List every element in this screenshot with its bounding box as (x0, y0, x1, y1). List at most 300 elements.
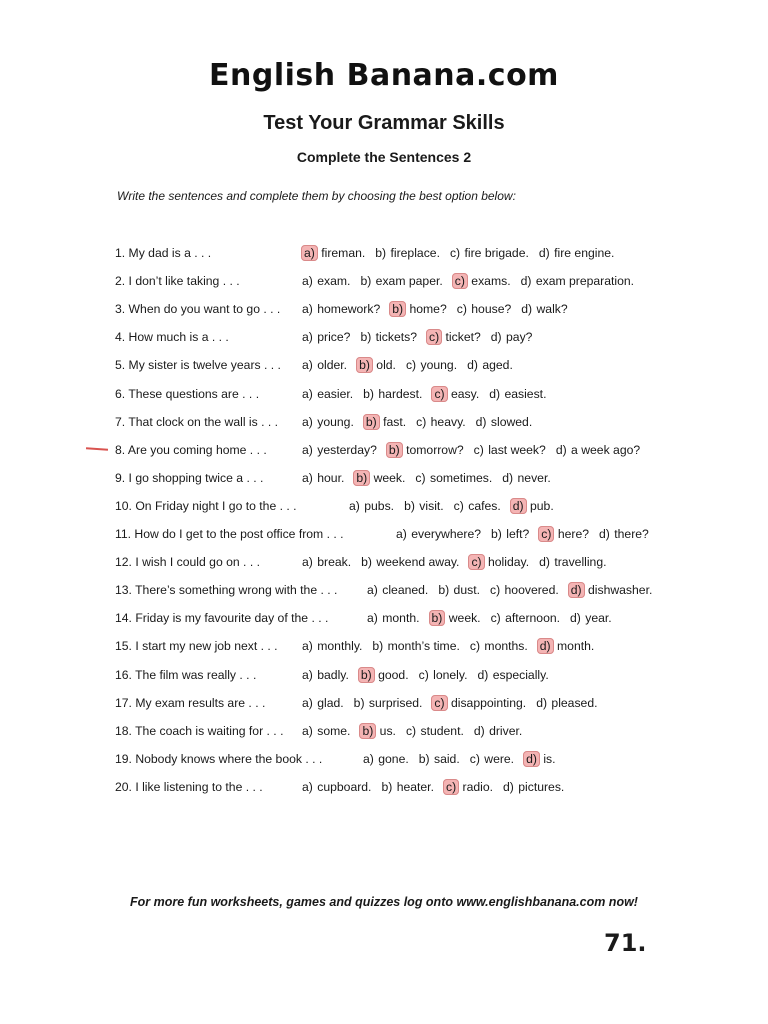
answer-option[interactable] (488, 387, 546, 401)
answer-option-selected[interactable] (538, 527, 589, 541)
option-letter: d) (520, 274, 532, 289)
option-text: aged. (482, 358, 513, 373)
option-text: left? (506, 527, 530, 541)
option-text: exams. (471, 274, 511, 289)
option-letter: b) (491, 527, 502, 541)
option-letter: c) (449, 246, 461, 260)
option-text: easy. (450, 386, 480, 401)
answer-option[interactable] (466, 358, 513, 372)
option-letter: d) (570, 611, 581, 626)
answer-option[interactable] (353, 696, 423, 710)
answer-option[interactable] (362, 752, 409, 766)
question-stem: 9. I go shopping twice a . . . (115, 470, 264, 485)
option-text: monthly. (317, 639, 363, 654)
option-letter: c) (431, 695, 447, 711)
option-letter: c) (490, 611, 501, 626)
option-text: exam. (317, 274, 351, 289)
option-text: us. (379, 723, 396, 738)
question-row (115, 694, 675, 712)
option-text: gone. (378, 751, 409, 766)
option-letter: c) (405, 358, 417, 373)
question-stem: 16. The film was really . . . (115, 667, 257, 682)
option-letter: b) (389, 301, 406, 317)
option-letter: a) (302, 723, 313, 738)
answer-option-selected[interactable] (468, 555, 529, 569)
question-stem: 10. On Friday night I go to the . . . (115, 498, 297, 513)
answer-option[interactable] (555, 443, 640, 457)
question-stem: 5. My sister is twelve years . . . (115, 358, 281, 373)
question-row (115, 356, 675, 374)
option-text: year. (585, 611, 612, 626)
option-letter: d) (537, 638, 554, 654)
question-row (115, 722, 675, 740)
answer-options (301, 778, 573, 796)
option-letter: c) (431, 386, 447, 402)
option-letter: a) (302, 639, 313, 654)
answer-option[interactable] (535, 696, 597, 710)
answer-option-selected[interactable] (353, 471, 405, 485)
answer-options (301, 553, 616, 571)
answer-option[interactable] (490, 330, 533, 344)
option-text: fire engine. (554, 246, 615, 260)
option-text: never. (517, 470, 551, 485)
option-letter: a) (367, 583, 378, 598)
option-text: slowed. (490, 414, 533, 429)
answer-option[interactable] (469, 752, 514, 766)
question-row (115, 637, 675, 655)
answer-option[interactable] (538, 555, 606, 569)
answer-option[interactable] (437, 583, 480, 597)
option-text: month. (382, 611, 420, 626)
question-stem: 15. I start my new job next . . . (115, 639, 278, 654)
option-text: month’s time. (387, 639, 460, 654)
option-letter: d) (539, 555, 550, 570)
answer-options (301, 244, 623, 262)
question-row (115, 525, 675, 543)
option-letter: c) (453, 498, 464, 513)
answer-option-selected[interactable] (431, 696, 526, 710)
option-letter: b) (363, 386, 374, 401)
option-text: price? (317, 330, 351, 345)
answer-options (301, 441, 649, 459)
answer-option[interactable] (489, 583, 559, 597)
answer-option[interactable] (538, 246, 615, 260)
option-text: everywhere? (411, 527, 482, 541)
option-letter: a) (363, 751, 374, 766)
answer-option-selected[interactable] (431, 387, 479, 401)
option-letter: a) (349, 498, 360, 513)
option-letter: a) (367, 611, 378, 626)
answer-option[interactable] (520, 274, 634, 288)
answer-option[interactable] (374, 246, 440, 260)
answer-option[interactable] (469, 639, 528, 653)
answer-option-selected[interactable] (363, 415, 406, 429)
option-letter: a) (302, 779, 313, 794)
answer-option[interactable] (405, 358, 457, 372)
question-stem: 3. When do you want to go . . . (115, 302, 281, 317)
answer-options (366, 581, 661, 599)
option-letter: b) (381, 779, 393, 794)
option-letter: b) (353, 470, 370, 486)
option-text: there? (614, 527, 649, 541)
answer-option[interactable] (502, 780, 564, 794)
option-text: said. (433, 751, 460, 766)
option-letter: d) (538, 246, 550, 260)
option-text: fire brigade. (464, 246, 529, 260)
option-text: glad. (317, 695, 344, 710)
answer-option[interactable] (301, 443, 377, 457)
answer-options (362, 750, 565, 768)
instructions: Write the sentences and complete them by choosing the best option below: (117, 189, 516, 203)
option-letter: d) (523, 751, 540, 767)
option-text: visit. (419, 498, 444, 513)
option-letter: d) (502, 470, 514, 485)
option-text: break. (317, 555, 352, 570)
option-text: home? (409, 302, 447, 317)
option-letter: d) (555, 442, 567, 457)
option-letter: c) (468, 554, 484, 570)
option-letter: b) (418, 751, 430, 766)
answer-option[interactable] (415, 415, 466, 429)
option-letter: c) (426, 329, 442, 345)
option-text: here? (557, 527, 590, 541)
question-stem: 13. There’s something wrong with the . . . (115, 583, 338, 598)
option-text: sometimes. (429, 470, 493, 485)
option-letter: b) (361, 555, 372, 570)
answer-options (301, 637, 603, 655)
option-text: hoovered. (504, 583, 559, 598)
option-letter: a) (302, 695, 313, 710)
answer-option-selected[interactable] (358, 668, 409, 682)
option-text: hardest. (378, 386, 423, 401)
answer-options (301, 469, 560, 487)
answer-option[interactable] (418, 668, 468, 682)
option-letter: b) (386, 442, 403, 458)
answer-option[interactable] (520, 302, 567, 316)
option-letter: b) (353, 695, 365, 710)
option-text: easier. (317, 386, 354, 401)
answer-option[interactable] (473, 724, 522, 738)
footer-text: For more fun worksheets, games and quizzes log onto www.englishbanana.com now! (130, 895, 638, 909)
option-text: young. (317, 414, 354, 429)
question-stem: 19. Nobody knows where the book . . . (115, 751, 323, 766)
question-row (115, 581, 675, 599)
answer-option[interactable] (490, 527, 529, 541)
answer-option-selected[interactable] (568, 583, 653, 597)
option-text: radio. (462, 779, 494, 794)
option-letter: d) (503, 779, 514, 794)
answer-option[interactable] (301, 555, 351, 569)
option-text: holiday. (488, 555, 530, 570)
answer-option[interactable] (366, 611, 420, 625)
answer-option[interactable] (362, 387, 422, 401)
answer-option-selected[interactable] (523, 752, 555, 766)
option-text: house? (471, 302, 512, 317)
question-row (115, 413, 675, 431)
option-text: month. (557, 639, 595, 654)
option-text: easiest. (504, 386, 547, 401)
answer-options (301, 666, 558, 684)
option-letter: c) (469, 639, 481, 654)
question-stem: 2. I don’t like taking . . . (115, 274, 240, 289)
answer-option[interactable] (490, 611, 560, 625)
answer-option[interactable] (359, 274, 442, 288)
question-row (115, 272, 675, 290)
answer-options (301, 328, 541, 346)
option-letter: a) (302, 414, 313, 429)
option-letter: a) (301, 245, 318, 261)
question-row (115, 609, 675, 627)
option-text: week. (373, 470, 406, 485)
answer-option[interactable] (405, 724, 464, 738)
option-text: pleased. (551, 695, 598, 710)
option-letter: d) (568, 582, 585, 598)
option-text: some. (317, 723, 351, 738)
option-text: hour. (317, 470, 345, 485)
option-letter: a) (302, 442, 313, 457)
option-letter: a) (302, 386, 313, 401)
option-text: surprised. (368, 695, 423, 710)
answer-option[interactable] (403, 499, 444, 513)
option-text: cafes. (468, 498, 501, 513)
answer-option[interactable] (359, 330, 417, 344)
answer-options (301, 413, 541, 431)
answer-option[interactable] (395, 527, 481, 541)
answer-option-selected[interactable] (359, 724, 396, 738)
answer-option[interactable] (301, 668, 349, 682)
option-text: older. (317, 358, 348, 373)
answer-option[interactable] (380, 780, 434, 794)
page-subtitle: Complete the Sentences 2 (296, 149, 472, 165)
option-letter: a) (302, 667, 313, 682)
option-letter: c) (538, 526, 554, 542)
answer-option[interactable] (360, 555, 459, 569)
option-letter: a) (396, 527, 407, 541)
answer-option[interactable] (301, 724, 350, 738)
answer-option[interactable] (301, 639, 362, 653)
option-letter: d) (521, 302, 533, 317)
option-letter: c) (416, 414, 427, 429)
answer-option[interactable] (301, 330, 350, 344)
answer-option[interactable] (598, 527, 649, 541)
option-text: cupboard. (317, 779, 372, 794)
option-text: pub. (529, 498, 554, 513)
answer-option[interactable] (366, 583, 428, 597)
question-row (115, 328, 675, 346)
answer-options (301, 694, 607, 712)
option-letter: a) (302, 358, 313, 373)
option-letter: a) (302, 274, 313, 289)
answer-option[interactable] (301, 780, 371, 794)
option-letter: d) (489, 386, 501, 401)
answer-option-selected[interactable] (510, 499, 554, 513)
option-letter: c) (469, 751, 480, 766)
option-text: dust. (453, 583, 480, 598)
question-row (115, 553, 675, 571)
question-row (115, 244, 675, 262)
option-text: weekend away. (376, 555, 460, 570)
option-text: pictures. (518, 779, 565, 794)
option-text: heavy. (430, 414, 466, 429)
site-logo: English Banana.com (209, 58, 559, 93)
option-text: cleaned. (382, 583, 429, 598)
answer-option[interactable] (501, 471, 550, 485)
option-text: exam preparation. (535, 274, 635, 289)
option-text: fireman. (321, 246, 366, 260)
option-letter: c) (405, 723, 417, 738)
answer-option[interactable] (456, 302, 512, 316)
question-stem: 12. I wish I could go on . . . (115, 555, 260, 570)
answer-options (301, 300, 577, 318)
option-text: week. (448, 611, 481, 626)
option-letter: c) (415, 470, 426, 485)
answer-option[interactable] (301, 387, 353, 401)
option-letter: a) (302, 555, 313, 570)
answer-option[interactable] (418, 752, 460, 766)
question-row (115, 300, 675, 318)
option-letter: b) (358, 667, 375, 683)
answer-option[interactable] (449, 246, 529, 260)
option-letter: c) (452, 273, 468, 289)
option-letter: d) (490, 330, 502, 345)
page-number: 71. (604, 929, 647, 957)
option-text: months. (484, 639, 528, 654)
option-text: student. (420, 723, 464, 738)
option-text: ticket? (445, 330, 481, 345)
answer-option-selected[interactable] (301, 246, 365, 260)
page-title: Test Your Grammar Skills (263, 112, 505, 134)
option-text: fast. (383, 414, 407, 429)
option-text: driver. (489, 723, 523, 738)
question-row (115, 497, 675, 515)
question-row (115, 441, 675, 459)
option-text: especially. (492, 667, 549, 682)
option-text: dishwasher. (587, 583, 653, 598)
option-text: homework? (317, 302, 381, 317)
question-row (115, 666, 675, 684)
option-letter: d) (536, 695, 548, 710)
option-letter: b) (404, 498, 415, 513)
answer-option-selected[interactable] (389, 302, 447, 316)
answer-options (348, 497, 563, 515)
question-row (115, 469, 675, 487)
option-letter: d) (510, 498, 527, 514)
option-letter: b) (360, 274, 372, 289)
option-text: last week? (488, 442, 546, 457)
option-text: walk? (536, 302, 568, 317)
question-stem: 17. My exam results are . . . (115, 695, 266, 710)
question-stem: 18. The coach is waiting for . . . (115, 723, 284, 738)
answer-option[interactable] (453, 499, 501, 513)
question-row (115, 778, 675, 796)
option-text: a week ago? (571, 442, 641, 457)
option-letter: d) (473, 723, 485, 738)
option-letter: a) (302, 302, 313, 317)
option-text: badly. (317, 667, 349, 682)
answer-option-selected[interactable] (429, 611, 481, 625)
option-letter: b) (359, 723, 376, 739)
option-letter: c) (456, 302, 467, 317)
option-text: tickets? (375, 330, 417, 345)
answer-option[interactable] (301, 358, 347, 372)
option-letter: b) (356, 357, 373, 373)
question-stem: 8. Are you coming home . . . (115, 442, 267, 457)
option-text: good. (378, 667, 409, 682)
answer-option[interactable] (371, 639, 459, 653)
question-stem: 14. Friday is my favourite day of the . . . (115, 611, 329, 626)
option-letter: d) (599, 527, 610, 541)
option-letter: c) (473, 442, 484, 457)
answer-option-selected[interactable] (356, 358, 396, 372)
option-text: were. (484, 751, 515, 766)
option-text: travelling. (554, 555, 607, 570)
answer-option[interactable] (301, 471, 344, 485)
option-letter: c) (443, 779, 459, 795)
answer-options (301, 722, 531, 740)
answer-option[interactable] (476, 668, 548, 682)
option-text: tomorrow? (406, 442, 464, 457)
option-text: lonely. (433, 667, 468, 682)
option-text: exam paper. (375, 274, 443, 289)
option-letter: c) (418, 667, 429, 682)
option-letter: a) (302, 330, 313, 345)
option-text: old. (376, 358, 396, 373)
question-stem: 1. My dad is a . . . (115, 246, 212, 260)
option-text: fireplace. (390, 246, 440, 260)
answer-options (301, 385, 555, 403)
answer-options (301, 356, 522, 374)
answer-option[interactable] (414, 471, 492, 485)
answer-option-selected[interactable] (386, 443, 464, 457)
option-letter: b) (372, 639, 384, 654)
answer-option[interactable] (569, 611, 612, 625)
answer-option[interactable] (348, 499, 394, 513)
option-letter: a) (302, 470, 313, 485)
answer-option[interactable] (301, 302, 380, 316)
option-letter: c) (489, 583, 501, 598)
question-stem: 20. I like listening to the . . . (115, 779, 263, 794)
option-letter: b) (360, 330, 372, 345)
option-text: is. (543, 751, 556, 766)
question-row (115, 750, 675, 768)
answer-option-selected[interactable] (537, 639, 595, 653)
option-text: pubs. (364, 498, 395, 513)
answer-option[interactable] (301, 415, 354, 429)
option-letter: b) (429, 610, 446, 626)
question-stem: 6. These questions are . . . (115, 386, 260, 401)
question-row (115, 385, 675, 403)
option-letter: d) (467, 358, 478, 373)
option-text: heater. (396, 779, 434, 794)
option-text: young. (420, 358, 458, 373)
option-text: afternoon. (505, 611, 561, 626)
answer-option[interactable] (473, 443, 546, 457)
question-stem: 4. How much is a . . . (115, 330, 229, 345)
answer-option[interactable] (475, 415, 533, 429)
answer-option[interactable] (301, 696, 344, 710)
option-letter: d) (475, 414, 487, 429)
answer-options (366, 609, 621, 627)
answer-option-selected[interactable] (443, 780, 493, 794)
answer-option-selected[interactable] (452, 274, 511, 288)
answer-options (301, 272, 643, 290)
question-stem: 11. How do I get to the post office from . . . (115, 527, 344, 541)
answer-option[interactable] (301, 274, 350, 288)
option-letter: b) (363, 414, 380, 430)
option-letter: d) (477, 667, 489, 682)
answer-option-selected[interactable] (426, 330, 481, 344)
option-text: yesterday? (317, 442, 377, 457)
